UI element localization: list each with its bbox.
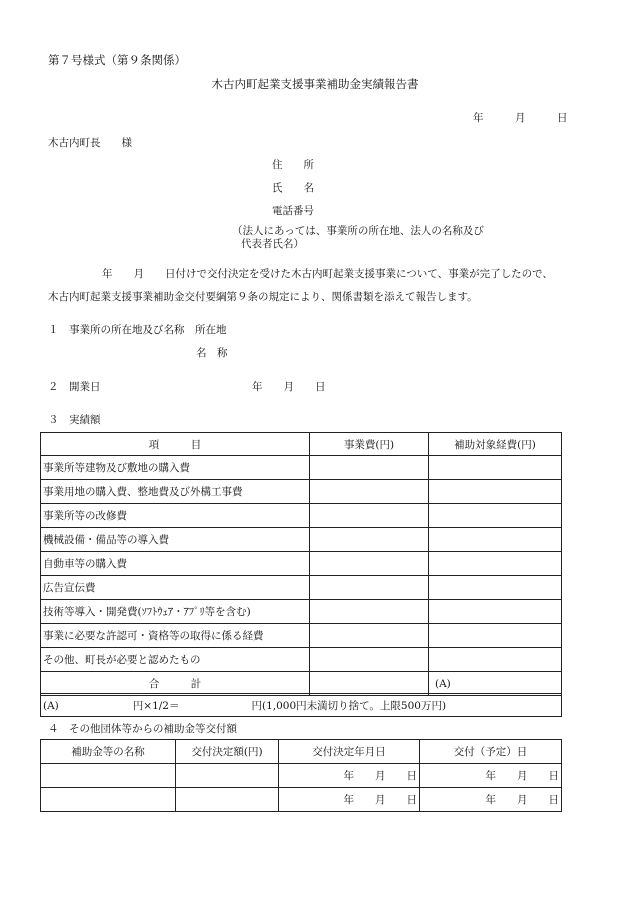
header-grant-amount: 交付決定額(円)	[176, 740, 279, 764]
header-subsidy-name: 補助金等の名称	[41, 740, 176, 764]
name-label: 氏 名	[272, 182, 314, 194]
decision-date-cell[interactable]: 年 月 日	[279, 764, 420, 788]
header-grant-date: 交付（予定）日	[420, 740, 562, 764]
table-row	[41, 764, 562, 788]
total-label: 合 計	[41, 672, 310, 696]
section2-label: ２ 開業日	[48, 381, 101, 393]
project-cost-cell[interactable]	[310, 624, 429, 648]
row-label: 事業用地の購入費、整地費及び外構工事費	[41, 480, 310, 504]
row-label: 事業所等の改修費	[41, 504, 310, 528]
section3-label: ３ 実績額	[48, 414, 101, 426]
subsidy-calc-cell	[41, 694, 562, 717]
subsidy-calc-table	[40, 693, 562, 717]
body-text-line2: 木古内町起業支援事業補助金交付要綱第９条の規定により、関係書類を添えて報告します。	[48, 291, 478, 303]
header-eligible-cost: 補助対象経費(円)	[429, 433, 562, 456]
section4-label: ４ その他団体等からの補助金等交付額	[48, 723, 237, 735]
eligible-cost-cell[interactable]	[429, 648, 562, 672]
project-cost-cell[interactable]	[310, 456, 429, 480]
header-item: 項 目	[41, 433, 310, 456]
table-header-row	[41, 433, 562, 456]
project-cost-cell[interactable]	[310, 648, 429, 672]
eligible-cost-cell[interactable]	[429, 456, 562, 480]
row-label: 機械設備・備品等の導入費	[41, 528, 310, 552]
project-cost-cell[interactable]	[310, 576, 429, 600]
form-number: 第７号様式（第９条関係）	[48, 53, 186, 67]
total-row	[41, 672, 562, 696]
table-row	[41, 480, 562, 504]
total-a-marker: (A)	[429, 672, 562, 696]
subsidy-name-cell[interactable]	[41, 764, 176, 788]
row-label: 広告宣伝費	[41, 576, 310, 600]
calc-a-marker: (A)	[43, 699, 59, 712]
eligible-cost-cell[interactable]	[429, 552, 562, 576]
address-label: 住 所	[272, 159, 314, 171]
project-cost-cell[interactable]	[310, 600, 429, 624]
row-label: その他、町長が必要と認めたもの	[41, 648, 310, 672]
eligible-cost-cell[interactable]	[429, 504, 562, 528]
calc-note: 円(1,000円未満切り捨て。上限500万円)	[251, 699, 447, 712]
row-label: 事業に必要な許認可・資格等の取得に係る経費	[41, 624, 310, 648]
eligible-cost-cell[interactable]	[429, 624, 562, 648]
eligible-cost-cell[interactable]	[429, 480, 562, 504]
eligible-cost-cell[interactable]	[429, 600, 562, 624]
table-row	[41, 552, 562, 576]
addressee: 木古内町長 様	[48, 137, 132, 149]
table-row	[41, 788, 562, 812]
header-decision-date: 交付決定年月日	[279, 740, 420, 764]
table-row	[41, 648, 562, 672]
total-project-cost-cell[interactable]	[310, 672, 429, 696]
table-row	[41, 624, 562, 648]
corporate-note-line2: 代表者氏名）	[241, 238, 304, 250]
other-subsidy-table	[40, 739, 562, 812]
table-row	[41, 600, 562, 624]
grant-date-cell[interactable]: 年 月 日	[420, 788, 562, 812]
row-label: 自動車等の購入費	[41, 552, 310, 576]
document-title: 木古内町起業支援事業補助金実績報告書	[211, 77, 419, 91]
corporate-note-line1: （法人にあっては、事業所の所在地、法人の名称及び	[232, 225, 484, 237]
grant-amount-cell[interactable]	[176, 788, 279, 812]
phone-label: 電話番号	[272, 205, 314, 217]
section1-label: １ 事業所の所在地及び名称 所在地	[48, 324, 227, 336]
calc-formula: 円×1/2＝	[132, 699, 180, 712]
grant-date-cell[interactable]: 年 月 日	[420, 764, 562, 788]
opening-date: 年 月 日	[252, 381, 326, 393]
project-cost-cell[interactable]	[310, 504, 429, 528]
table-row	[41, 576, 562, 600]
header-project-cost: 事業費(円)	[310, 433, 429, 456]
project-cost-cell[interactable]	[310, 552, 429, 576]
table-row	[41, 504, 562, 528]
table-header-row	[41, 740, 562, 764]
grant-amount-cell[interactable]	[176, 764, 279, 788]
row-label: 技術等導入・開発費(ｿﾌﾄｳｪｱ・ｱﾌﾟﾘ等を含む)	[41, 600, 310, 624]
subsidy-name-cell[interactable]	[41, 788, 176, 812]
row-label: 事業所等建物及び敷地の購入費	[41, 456, 310, 480]
body-text-line1: 年 月 日付けで交付決定を受けた木古内町起業支援事業について、事業が完了したので、	[102, 268, 553, 280]
project-cost-cell[interactable]	[310, 528, 429, 552]
table-row	[41, 456, 562, 480]
table-row	[41, 528, 562, 552]
report-date: 年 月 日	[473, 112, 568, 124]
decision-date-cell[interactable]: 年 月 日	[279, 788, 420, 812]
expense-table	[40, 432, 562, 696]
eligible-cost-cell[interactable]	[429, 528, 562, 552]
project-cost-cell[interactable]	[310, 480, 429, 504]
section1-name-label: 名 称	[196, 347, 228, 359]
eligible-cost-cell[interactable]	[429, 576, 562, 600]
